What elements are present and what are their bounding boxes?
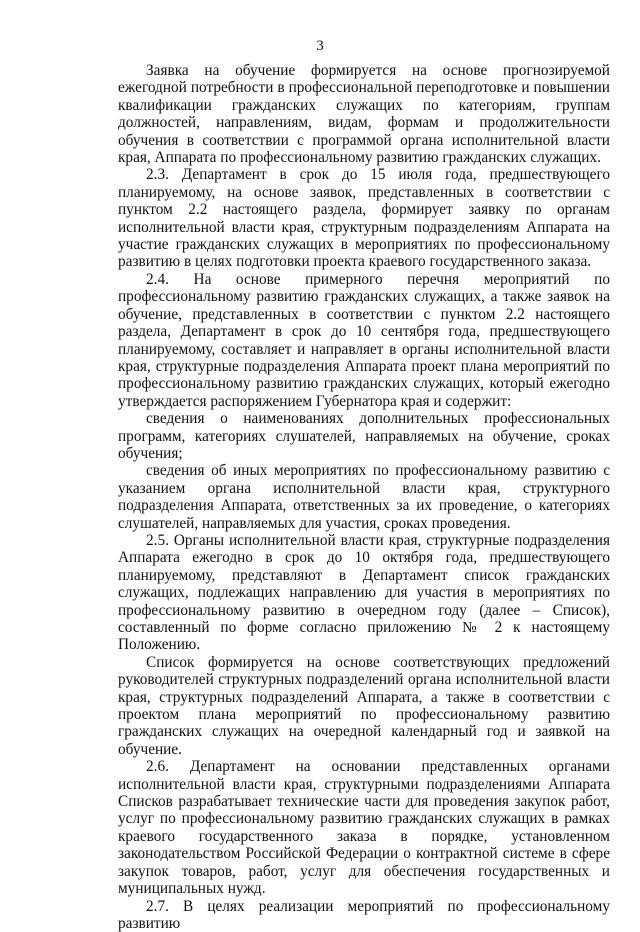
paragraph-application-basis: Заявка на обучение формируется на основе прогнозируемой ежегодной потребности в профессиональной переподготовке и повышении квалификации гражданских служащих по категориям, группам должностей, направлениям, видам, формам и продолжительности обучения в соответствии с программой органа исполнительной власти края, Аппарата по профессиональному развитию гражданских служащих. bbox=[118, 62, 610, 166]
paragraph-2-6: 2.6. Департамент на основании представленных органами исполнительной власти края, структурными подразделениями Аппарата Списков разрабатывает технические части для проведения закупок работ, услуг по профессиональному развитию гражданских служащих в рамках краевого государственного заказа в порядке, установленном законодательством Российской Федерации о контрактной системе в сфере закупок товаров, работ, услуг для обеспечения государственных и муниципальных нужд. bbox=[118, 758, 610, 897]
paragraph-2-5: 2.5. Органы исполнительной власти края, структурные подразделения Аппарата ежегодно в срок до 10 октября года, предшествующего планируемому, представляют в Департамент список гражданских служащих, подлежащих направлению для участия в мероприятиях по профессиональному развитию в очередном году (далее – Список), составленный по форме согласно приложению № 2 к настоящему Положению. bbox=[118, 532, 610, 654]
page-number: 3 bbox=[0, 37, 640, 55]
paragraph-2-4: 2.4. На основе примерного перечня мероприятий по профессиональному развитию гражданских служащих, а также заявок на обучение, представленных в соответствии с пунктом 2.2 настоящего раздела, Департамент в срок до 10 сентября года, предшествующего планируемому, составляет и направляет в органы исполнительной власти края, структурные подразделения Аппарата проект плана мероприятий по профессиональному развитию гражданских служащих, который ежегодно утверждается распоряжением Губернатора края и содержит: bbox=[118, 271, 610, 410]
document-body bbox=[118, 62, 610, 932]
paragraph-2-4-item-programs: сведения о наименованиях дополнительных профессиональных программ, категориях слушателей, направляемых на обучение, сроках обучения; bbox=[118, 410, 610, 462]
paragraph-list-formation: Список формируется на основе соответствующих предложений руководителей структурных подразделений органа исполнительной власти края, структурных подразделений Аппарата, а также в соответствии с проектом плана мероприятий по профессиональному развитию гражданских служащих на очередной календарный год и заявкой на обучение. bbox=[118, 654, 610, 758]
paragraph-2-4-item-events: сведения об иных мероприятиях по профессиональному развитию с указанием органа исполнительной власти края, структурного подразделения Аппарата, ответственных за их проведение, о категориях слушателей, направляемых для участия, сроках проведения. bbox=[118, 462, 610, 532]
paragraph-2-3: 2.3. Департамент в срок до 15 июля года, предшествующего планируемому, на основе заявок, представленных в соответствии с пунктом 2.2 настоящего раздела, формирует заявку по органам исполнительной власти края, структурным подразделениям Аппарата на участие гражданских служащих в мероприятиях по профессиональному развитию в целях подготовки проекта краевого государственного заказа. bbox=[118, 166, 610, 270]
paragraph-2-7: 2.7. В целях реализации мероприятий по профессиональному развитию bbox=[118, 898, 610, 932]
